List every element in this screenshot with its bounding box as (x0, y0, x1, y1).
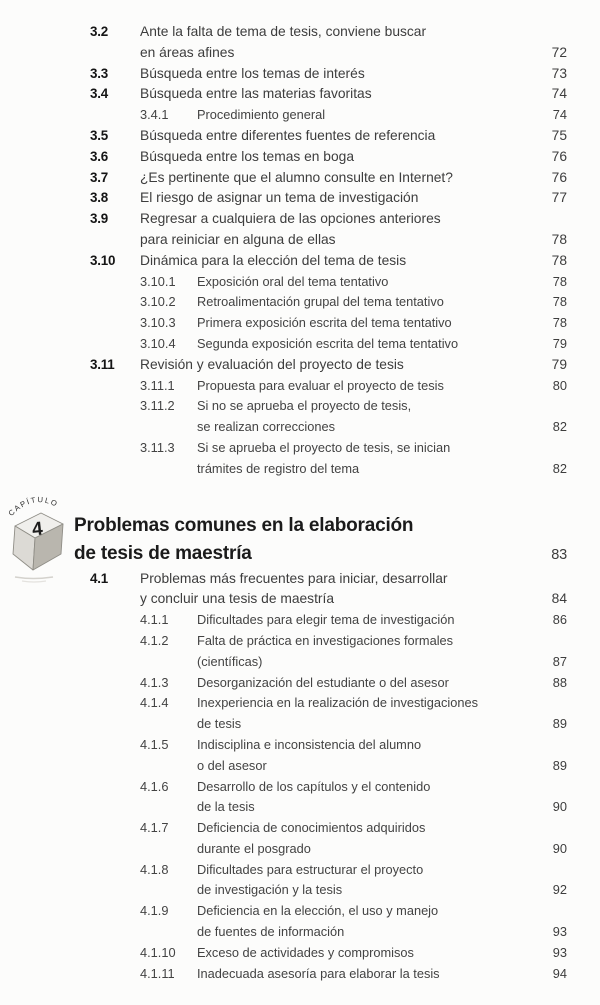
toc-entry (90, 334, 567, 355)
toc-entry-title: durante el posgrado (197, 840, 311, 856)
toc-entry-page (527, 22, 567, 43)
toc-entry-number: 4.1.8 (140, 861, 169, 877)
toc-entry-page: 86 (552, 612, 567, 628)
toc-entry-title: Si no se aprueba el proyecto de tesis, (197, 398, 412, 414)
toc-entry-number: 3.9 (90, 211, 109, 227)
toc-entry-page: 80 (552, 377, 567, 393)
toc-entry-page: 72 (551, 44, 567, 60)
toc-entry (90, 126, 567, 147)
toc-entry-number: 4.1.2 (140, 632, 169, 648)
toc-entry-title: en áreas afines (140, 44, 235, 60)
toc-entry (90, 64, 567, 85)
toc-entry-title: trámites de registro del tema (197, 460, 360, 476)
toc-entry-page (527, 209, 567, 230)
toc-entry-page: 76 (551, 169, 567, 185)
toc-entry-title: Revisión y evaluación del proyecto de tesis (140, 356, 404, 372)
chapter-title-line2: de tesis de maestría (74, 542, 252, 564)
toc-entry (90, 735, 567, 777)
toc-entry (90, 272, 567, 293)
toc-entry-page: 78 (551, 252, 567, 268)
toc-entry-page: 82 (552, 460, 567, 476)
toc-entry-page: 79 (551, 356, 567, 372)
toc-entry-page: 78 (551, 231, 567, 247)
toc-entry-title: de tesis (197, 716, 242, 732)
toc-entry-number: 4.1.5 (140, 736, 169, 752)
toc-entry-page: 79 (552, 335, 567, 351)
toc-entry-page: 77 (551, 190, 567, 206)
toc-entry (90, 569, 567, 611)
toc-entry-title: ¿Es pertinente que el alumno consulte en Internet? (140, 169, 453, 185)
toc-entry-title: Dificultades para estructurar el proyecto (197, 861, 424, 877)
toc-entry-number: 4.1.4 (140, 695, 169, 711)
toc-entry-page: 90 (552, 840, 567, 856)
toc-entry-number: 4.1.10 (140, 944, 176, 960)
toc-entry-number: 3.10 (90, 252, 116, 268)
toc-entry-number: 4.1.9 (140, 903, 169, 919)
toc-entry-title: Si se aprueba el proyecto de tesis, se inician (197, 439, 451, 455)
svg-text:CAPÍTULO (7, 495, 60, 518)
chapter-heading (6, 494, 567, 569)
toc-entry-page: 75 (551, 127, 567, 143)
toc-entry-page (527, 777, 567, 798)
toc-entry-page: 78 (552, 273, 567, 289)
toc-entry-title: Desarrollo de los capítulos y el contenido (197, 778, 431, 794)
toc-entry-page: 88 (552, 674, 567, 690)
chapter-number: 4 (31, 518, 44, 541)
toc-entry (90, 673, 567, 694)
toc-entry-title: de investigación y la tesis (197, 882, 343, 898)
toc-entry-number: 3.3 (90, 65, 109, 81)
toc-section-chapter3 (90, 0, 567, 480)
toc-entry-page: 87 (552, 653, 567, 669)
toc-entry-title: (científicas) (197, 653, 263, 669)
toc-entry (90, 943, 567, 964)
toc-entry-title: Inexperiencia en la realización de investigaciones (197, 695, 478, 711)
toc-entry-title: de fuentes de información (197, 924, 345, 940)
toc-entry-number: 3.10.2 (140, 294, 176, 310)
toc-entry-page: 74 (551, 86, 567, 102)
toc-entry-page: 73 (551, 65, 567, 81)
toc-entry-number: 3.2 (90, 24, 109, 39)
toc-entry-number: 3.11.3 (140, 439, 175, 455)
toc-entry-title: Dificultades para elegir tema de investigación (197, 612, 455, 628)
toc-entry-number: 3.5 (90, 127, 109, 143)
toc-entry-page: 76 (551, 148, 567, 164)
toc-entry-page: 82 (552, 419, 567, 435)
toc-entry (90, 22, 567, 64)
toc-entry-page: 78 (552, 315, 567, 331)
toc-entry-page: 92 (552, 882, 567, 898)
toc-entry (90, 188, 567, 209)
toc-entry-title: El riesgo de asignar un tema de investigación (140, 190, 419, 206)
chapter-cube-icon (6, 488, 70, 590)
toc-entry-title: Deficiencia de conocimientos adquiridos (197, 820, 426, 836)
toc-entry-number: 3.11.2 (140, 398, 175, 414)
toc-entry-page: 74 (552, 107, 567, 123)
toc-entry (90, 376, 567, 397)
toc-entry (90, 610, 567, 631)
toc-entry-title: Búsqueda entre los temas de interés (140, 65, 365, 81)
toc-entry-number: 3.10.3 (140, 315, 176, 331)
toc-entry (90, 438, 567, 480)
toc-entry-page (527, 901, 567, 922)
toc-entry (90, 693, 567, 735)
toc-entry-page (527, 818, 567, 839)
toc-entry-title: Segunda exposición escrita del tema tentativo (197, 335, 459, 351)
chapter-title-line1: Problemas comunes en la elaboración (74, 514, 414, 536)
toc-entry (90, 901, 567, 943)
toc-entry (90, 105, 567, 126)
toc-entry-number: 4.1 (90, 570, 109, 586)
toc-entry-number: 4.1.11 (140, 965, 175, 981)
toc-entry-title: Falta de práctica en investigaciones formales (197, 632, 454, 648)
toc-entry-page (527, 735, 567, 756)
toc-entry (90, 292, 567, 313)
toc-entry-number: 3.10.4 (140, 335, 176, 351)
toc-entry-number: 3.11 (90, 356, 115, 372)
toc-entry (90, 777, 567, 819)
toc-entry-page: 84 (551, 591, 567, 607)
toc-entry-title: Regresar a cualquiera de las opciones anteriores (140, 211, 441, 227)
toc-entry (90, 860, 567, 902)
toc-entry-number: 3.7 (90, 169, 109, 185)
toc-entry (90, 396, 567, 438)
toc-entry-number: 3.8 (90, 190, 109, 206)
toc-entry-page (527, 438, 567, 459)
toc-entry-title: Exposición oral del tema tentativo (197, 273, 389, 289)
toc-entry-title: se realizan correcciones (197, 419, 335, 435)
toc-entry-page (527, 631, 567, 652)
toc-entry (90, 147, 567, 168)
toc-entry-page: 93 (552, 944, 567, 960)
toc-entry (90, 168, 567, 189)
toc-entry-page: 90 (552, 799, 567, 815)
toc-entry-page (527, 860, 567, 881)
chapter-page-number: 83 (551, 546, 567, 563)
toc-entry-page: 94 (552, 965, 567, 981)
toc-entry (90, 251, 567, 272)
toc-entry-number: 4.1.1 (140, 612, 169, 628)
toc-entry-number: 3.4.1 (140, 107, 169, 123)
toc-entry-page: 78 (552, 294, 567, 310)
chapter-badge-label: CAPÍTULO (6, 494, 60, 518)
toc-entry-title: Exceso de actividades y compromisos (197, 944, 414, 960)
toc-entry (90, 313, 567, 334)
toc-entry-title: Ante la falta de tema de tesis, conviene buscar (140, 24, 427, 39)
toc-section-chapter4 (90, 569, 567, 985)
toc-entry-title: Procedimiento general (197, 107, 326, 123)
toc-entry-title: Retroalimentación grupal del tema tentativo (197, 294, 444, 310)
toc-entry-number: 4.1.3 (140, 674, 169, 690)
toc-entry-number: 3.4 (90, 86, 109, 102)
toc-entry-title: Dinámica para la elección del tema de tesis (140, 252, 407, 268)
toc-entry-title: Inadecuada asesoría para elaborar la tesis (197, 965, 440, 981)
toc-entry-title: Búsqueda entre diferentes fuentes de referencia (140, 127, 436, 143)
toc-entry-title: o del asesor (197, 757, 267, 773)
toc-entry-title: para reiniciar en alguna de ellas (140, 231, 336, 247)
toc-entry-page: 93 (552, 924, 567, 940)
toc-entry-number: 4.1.7 (140, 820, 169, 836)
toc-entry-page: 89 (552, 716, 567, 732)
toc-entry-title: Desorganización del estudiante o del asesor (197, 674, 449, 690)
toc-entry-number: 3.11.1 (140, 377, 175, 393)
toc-entry-title: Primera exposición escrita del tema tentativo (197, 315, 452, 331)
toc-entry-title: y concluir una tesis de maestría (140, 591, 335, 607)
toc-entry-title: de la tesis (197, 799, 255, 815)
toc-entry-page (527, 569, 567, 590)
toc-entry (90, 209, 567, 251)
toc-entry-title: Propuesta para evaluar el proyecto de tesis (197, 377, 444, 393)
toc-entry-page: 89 (552, 757, 567, 773)
chapter-badge (6, 488, 70, 590)
toc-entry-title: Búsqueda entre los temas en boga (140, 148, 354, 164)
toc-entry (90, 355, 567, 376)
toc-entry-title: Búsqueda entre las materias favoritas (140, 86, 372, 102)
toc-entry-number: 4.1.6 (140, 778, 169, 794)
toc-entry (90, 631, 567, 673)
toc-entry-number: 3.6 (90, 148, 109, 164)
toc-entry (90, 818, 567, 860)
toc-entry (90, 964, 567, 985)
toc-entry-title: Problemas más frecuentes para iniciar, desarrollar (140, 570, 448, 586)
toc-entry-number: 3.10.1 (140, 273, 176, 289)
toc-entry-page (527, 693, 567, 714)
chapter-title (74, 512, 567, 569)
toc-entry-title: Deficiencia en la elección, el uso y manejo (197, 903, 439, 919)
toc-entry-title: Indisciplina e inconsistencia del alumno (197, 736, 422, 752)
toc-entry (90, 84, 567, 105)
toc-entry-page (527, 396, 567, 417)
